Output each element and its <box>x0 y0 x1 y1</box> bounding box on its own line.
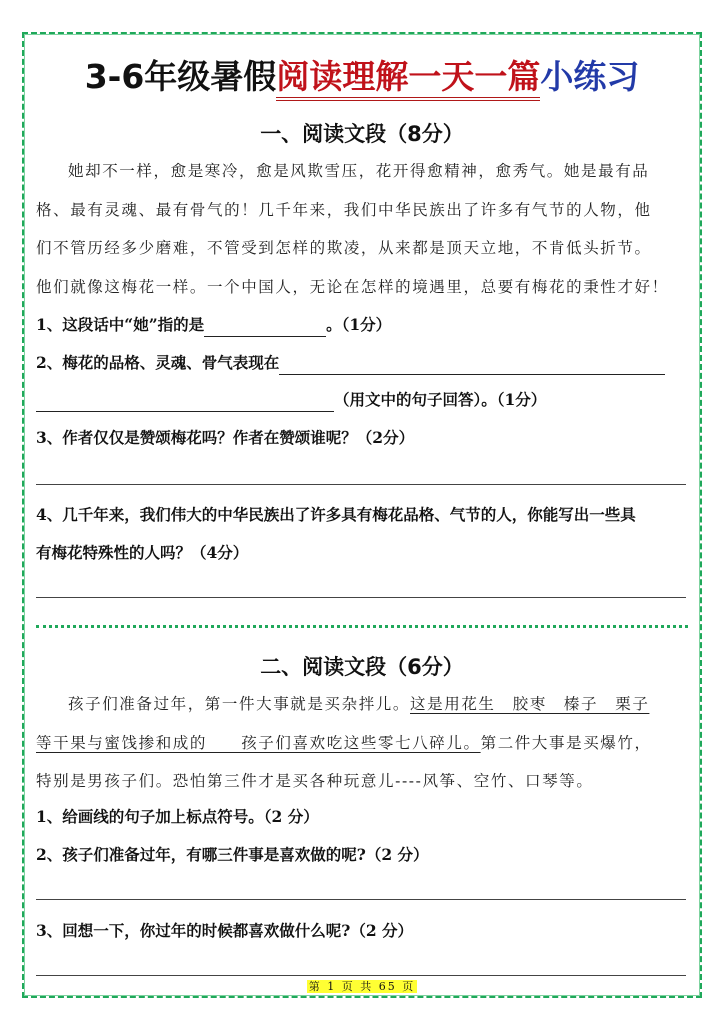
section1-title: 一、阅读文段（8分） <box>260 122 464 146</box>
answer-blank-2a[interactable] <box>279 356 665 375</box>
page-title <box>0 54 724 100</box>
answer-line-s2-2[interactable] <box>36 899 686 900</box>
section2-question-3: 3、回想一下，你过年的时候都喜欢做什么呢?（2 分） <box>36 921 414 940</box>
section1-question-3: 3、作者仅仅是赞颂梅花吗？作者在赞颂谁呢？（2分） <box>36 428 415 447</box>
passage-line: 们不管历经多少磨难，不管受到怎样的欺凌，从来都是顶天立地，不肯低头折节。 <box>36 239 652 257</box>
section1-question-4-line2: 有梅花特殊性的人吗？（4分） <box>36 543 249 562</box>
section1-question-2-cont: （用文中的句子回答）。（1分） <box>36 388 546 412</box>
answer-blank-2b[interactable] <box>36 393 334 412</box>
section1-question-2: 2、梅花的品格、灵魂、骨气表现在 <box>36 351 665 375</box>
underlined-sentence: 等干果与蜜饯掺和成的 孩子们喜欢吃这些零七八碎儿。 <box>36 733 481 752</box>
page-indicator: 第 1 页 共 65 页 <box>308 980 416 993</box>
passage-line: 特别是男孩子们。恐怕第三件才是买各种玩意儿----风筝、空竹、口琴等。 <box>36 772 594 790</box>
section2-passage <box>36 685 692 801</box>
passage-line: 她却不一样，愈是寒冷，愈是风欺雪压，花开得愈精神，愈秀气。她是最有品 <box>68 162 650 180</box>
answer-line-3[interactable] <box>36 484 686 485</box>
title-highlight: 阅读理解一天一篇 <box>276 57 540 101</box>
passage-line: 孩子们准备过年，第一件大事就是买杂拌儿。这是用花生 胶枣 榛子 栗子 <box>68 695 650 713</box>
title-practice: 小练习 <box>540 57 640 96</box>
section1-question-1: 1、这段话中“她”指的是 。（1分） <box>36 313 391 337</box>
title-grade: 3-6年级暑假 <box>84 57 277 96</box>
answer-line-4[interactable] <box>36 597 686 598</box>
page-footer <box>0 980 724 994</box>
passage-line: 他们就像这梅花一样。一个中国人，无论在怎样的境遇里，总要有梅花的秉性才好！ <box>36 277 669 296</box>
section2-question-1: 1、给画线的句子加上标点符号。（2 分） <box>36 807 319 826</box>
section2-title: 二、阅读文段（6分） <box>260 655 464 679</box>
section-divider <box>36 625 688 628</box>
section2-question-2: 2、孩子们准备过年，有哪三件事是喜欢做的呢?（2 分） <box>36 845 429 864</box>
answer-line-s2-3[interactable] <box>36 975 686 976</box>
underlined-sentence: 这是用花生 胶枣 榛子 栗子 <box>410 695 650 713</box>
section1-question-4-line1: 4、几千年来，我们伟大的中华民族出了许多具有梅花品格、气节的人，你能写出一些具 <box>36 505 636 524</box>
answer-blank-1[interactable] <box>204 318 326 337</box>
passage-line: 格、最有灵魂、最有骨气的！几千年来，我们中华民族出了许多有气节的人物，他 <box>36 200 652 219</box>
section1-passage <box>36 152 692 306</box>
passage-line: 等干果与蜜饯掺和成的 孩子们喜欢吃这些零七八碎儿。第二件大事是买爆竹， <box>36 733 652 752</box>
